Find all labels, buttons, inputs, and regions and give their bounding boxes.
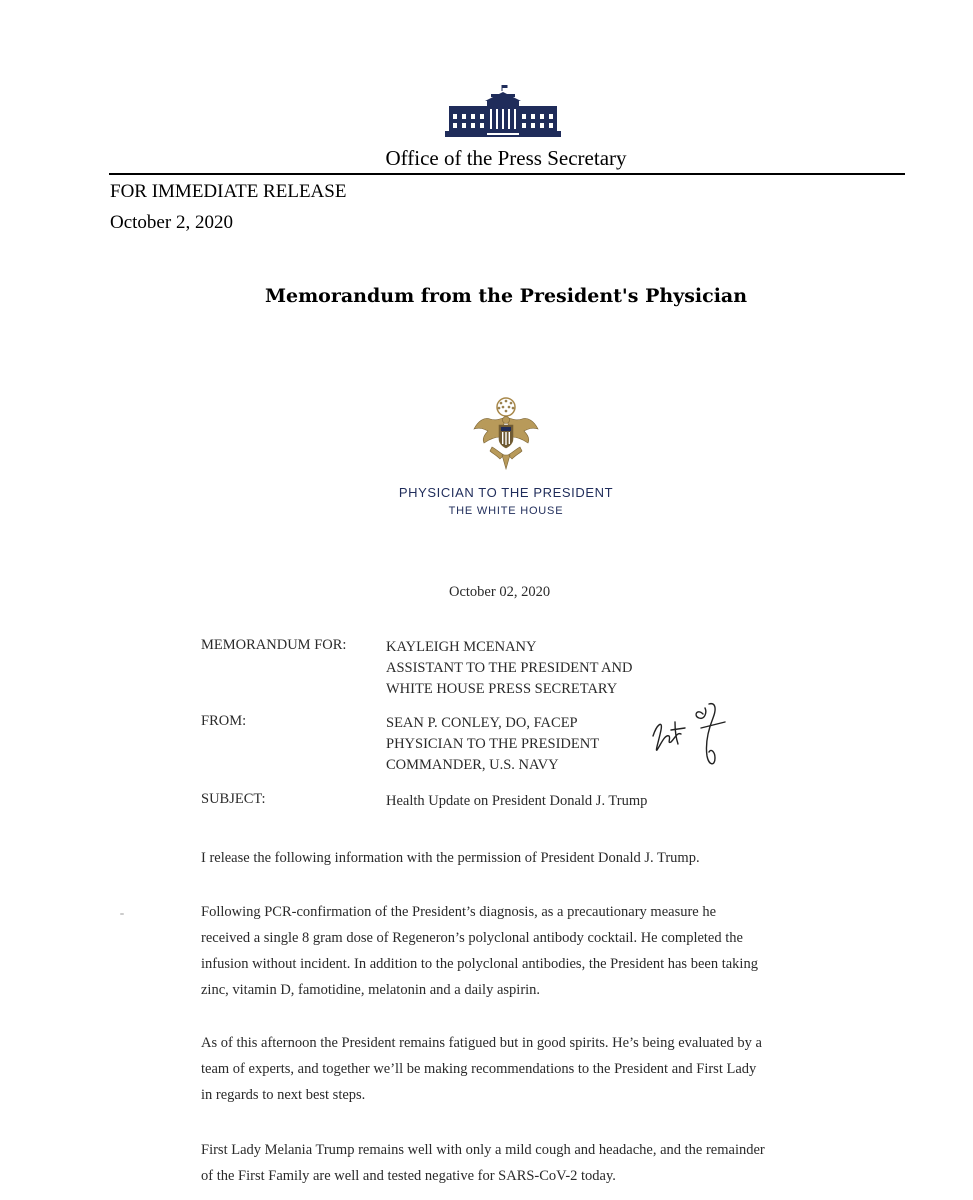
document-title: Memorandum from the President's Physician (264, 285, 748, 307)
body-paragraph-1 (201, 845, 841, 871)
release-label: FOR IMMEDIATE RELEASE (110, 181, 347, 202)
presidential-seal-icon (470, 395, 542, 471)
memo-from-sender (386, 713, 599, 776)
header-divider (109, 173, 905, 175)
paragraph-line: First Lady Melania Trump remains well with only a mild cough and headache, and the remainder (201, 1142, 765, 1158)
memo-from-label: FROM: (201, 713, 247, 729)
sender-rank: COMMANDER, U.S. NAVY (386, 757, 559, 773)
body-paragraph-3 (201, 1030, 841, 1108)
memo-for-label: MEMORANDUM FOR: (201, 637, 347, 653)
office-name: Office of the Press Secretary (385, 146, 627, 170)
signature-image (645, 700, 735, 772)
paragraph-line: received a single 8 gram dose of Regeneron’s polyclonal antibody cocktail. He completed the (201, 930, 743, 946)
memo-for-recipient (386, 637, 632, 700)
paragraph-line: team of experts, and together we’ll be making recommendations to the President and First Lady (201, 1061, 757, 1077)
recipient-name: KAYLEIGH MCENANY (386, 639, 537, 655)
body-paragraph-4 (201, 1137, 841, 1189)
memo-subject-label: SUBJECT: (201, 791, 266, 807)
paragraph-line: in regards to next best steps. (201, 1087, 366, 1103)
letterhead-physician: PHYSICIAN TO THE PRESIDENT (398, 485, 614, 500)
paragraph-line: Following PCR-confirmation of the President’s diagnosis, as a precautionary measure he (201, 904, 717, 920)
paragraph-line: I release the following information with the permission of President Donald J. Trump. (201, 850, 700, 866)
release-date: October 2, 2020 (110, 212, 233, 233)
paragraph-line: of the First Family are well and tested negative for SARS-CoV-2 today. (201, 1168, 616, 1184)
paragraph-line: As of this afternoon the President remains fatigued but in good spirits. He’s being evaluated by a (201, 1035, 762, 1051)
body-paragraph-2 (201, 899, 841, 1003)
sender-name: SEAN P. CONLEY, DO, FACEP (386, 715, 578, 731)
memo-subject: Health Update on President Donald J. Trump (386, 793, 648, 809)
white-house-logo-icon (443, 83, 563, 139)
recipient-title: ASSISTANT TO THE PRESIDENT AND (386, 660, 633, 676)
recipient-office: WHITE HOUSE PRESS SECRETARY (386, 681, 618, 697)
sender-title: PHYSICIAN TO THE PRESIDENT (386, 736, 600, 752)
paragraph-line: zinc, vitamin D, famotidine, melatonin and a daily aspirin. (201, 982, 541, 998)
letterhead-white-house: THE WHITE HOUSE (448, 505, 564, 517)
memo-date: October 02, 2020 (449, 584, 551, 600)
paragraph-line: infusion without incident. In addition to the polyclonal antibodies, the President has been taking (201, 956, 758, 972)
scan-mark (120, 913, 124, 915)
